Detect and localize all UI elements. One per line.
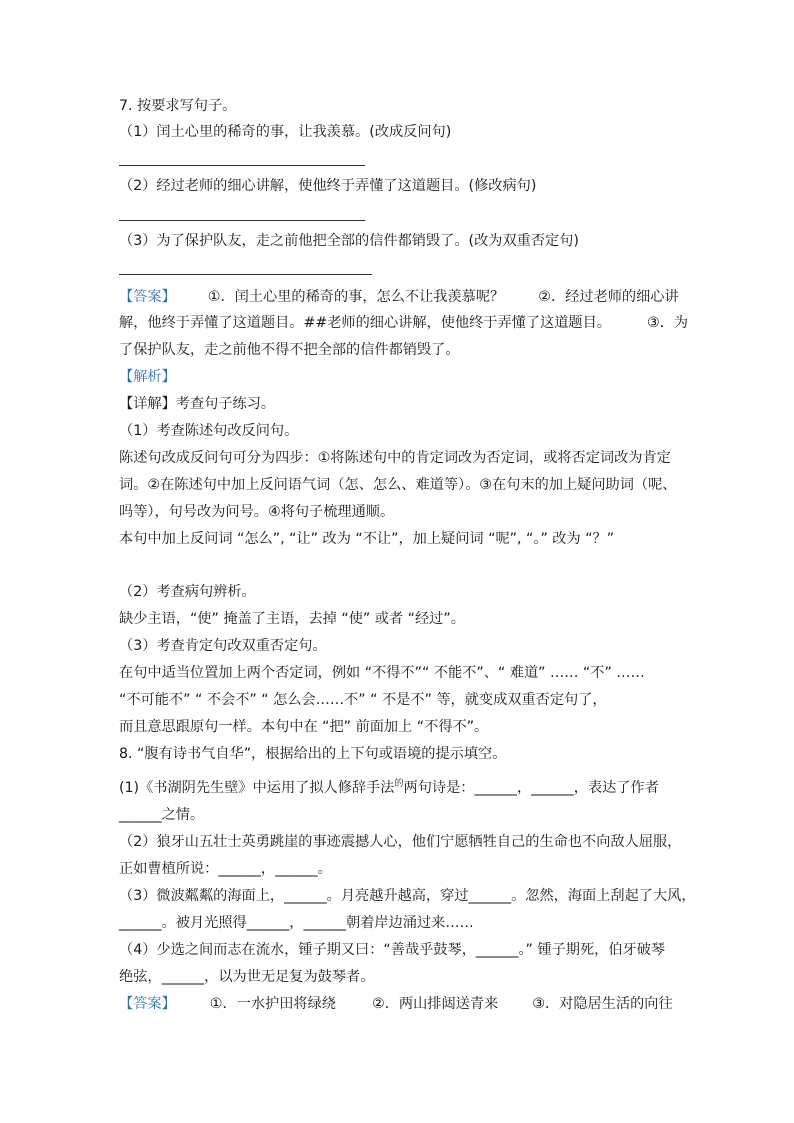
q8-answer-label: 【答案】: [119, 996, 176, 1012]
q8-item-4-line-1: （4）少选之间而志在流水，锺子期又曰：“善哉乎鼓琴，______。” 锺子期死，伯牙破琴: [119, 942, 666, 958]
answer-part-3: ③．为: [646, 315, 689, 331]
analysis-1-line-1: 陈述句改成反问句可分为四步：①将陈述句中的肯定词改为否定词，或将否定词改为肯定: [119, 450, 671, 466]
answer-part-1: ①．闰土心里的稀奇的事，怎么不让我羡慕呢？: [207, 289, 505, 305]
analysis-2-title: （2）考查病句辨析。: [119, 584, 256, 600]
analysis-3-line-1: 在句中适当位置加上两个否定词，例如 “不得不”“ 不能不”、“ 难道” …… “不” ……: [119, 665, 645, 681]
q8-answer-line: [119, 994, 673, 1014]
analysis-1-title: （1）考查陈述句改反问句。: [119, 423, 299, 439]
answer-line-3: [119, 274, 372, 275]
q8-item-1-text-b: 两句诗是：______，______，表达了作者: [403, 780, 659, 796]
analysis-3-line-3: 而且意思跟原句一样。本句中在 “把” 前面加上 “不得不”。: [119, 719, 489, 735]
q8-item-1-line-1: [119, 778, 659, 800]
q7-item-2: （2）经过老师的细心讲解，使他终于弄懂了这道题目。(修改病句): [119, 178, 537, 194]
q8-item-1-line-2: ______之情。: [119, 807, 205, 823]
answer-label: 【答案】: [119, 289, 176, 305]
q7-item-3: （3）为了保护队友，走之前他把全部的信件都销毁了。(改为双重否定句): [119, 233, 579, 249]
analysis-2-line-1: 缺少主语，“使” 掩盖了主语，去掉 “使” 或者 “经过”。: [119, 611, 465, 627]
q7-item-1: （1）闰土心里的稀奇的事，让我羡慕。(改成反问句): [119, 124, 452, 140]
q8-item-3-line-1: （3）微波粼粼的海面上，______。月亮越升越高，穿过______。忽然，海面上刮起了大风，: [119, 888, 696, 904]
analysis-1-line-2: 词。②在陈述句中加上反问语气词（怎、怎么、难道等）。③在句末的加上疑问助词（呢、: [119, 477, 677, 493]
analysis-3-line-2: “不可能不” “ 不会不” “ 怎么会……不” “ 不是不” 等，就变成双重否定句了，: [119, 692, 607, 708]
q8-answer-2: ②．两山排闼送青来: [372, 996, 499, 1012]
q7-answer-line-1: [119, 287, 679, 307]
q8-answer-3: ③．对隐居生活的向往: [532, 996, 673, 1012]
answer-line-2: [119, 220, 365, 221]
analysis-1-line-4: 本句中加上反问词 “怎么”, “让” 改为 “不让”，加上疑问词 “呢”, “。” 改为 “？”: [119, 531, 615, 547]
detail-heading: 【详解】考查句子练习。: [119, 396, 276, 412]
q7-answer-line-2: [119, 313, 688, 333]
q8-item-2-line-2: 正如曹植所说：______，______。: [119, 861, 332, 877]
q8-item-3-line-2: ______。被月光照得______，______朝着岸边涌过来……: [119, 915, 474, 931]
q7-title: 7. 按要求写句子。: [119, 98, 237, 114]
answer-line-1: [119, 165, 365, 166]
q8-item-1-text-a: (1)《书湖阴先生壁》中运用了拟人修辞手法: [119, 780, 395, 796]
q8-title: 8. “腹有诗书气自华”，根据给出的上下句或语境的提示填空。: [119, 746, 507, 762]
answer-line-2-text: 解，他终于弄懂了这道题目。##老师的细心讲解，使他终于弄懂了这道题目。: [119, 315, 611, 331]
q8-item-1-superscript: 的: [394, 779, 404, 789]
q8-item-2-line-1: （2）狼牙山五壮士英勇跳崖的事迹震撼人心，他们宁愿牺牲自己的生命也不向敌人屈服，: [119, 834, 682, 850]
analysis-3-title: （3）考查肯定句改双重否定句。: [119, 638, 327, 654]
analysis-label: 【解析】: [119, 369, 176, 385]
analysis-1-line-3: 吗等），句号改为问号。④将句子梳理通顺。: [119, 504, 395, 520]
q8-item-4-line-2: 绝弦，______，以为世无足复为鼓琴者。: [119, 969, 375, 985]
answer-part-2: ②．经过老师的细心讲: [538, 289, 679, 305]
q8-answer-1: ①．一水护田将绿绕: [209, 996, 336, 1012]
q7-answer-line-3: 了保护队友，走之前他不得不把全部的信件都销毁了。: [119, 342, 460, 358]
